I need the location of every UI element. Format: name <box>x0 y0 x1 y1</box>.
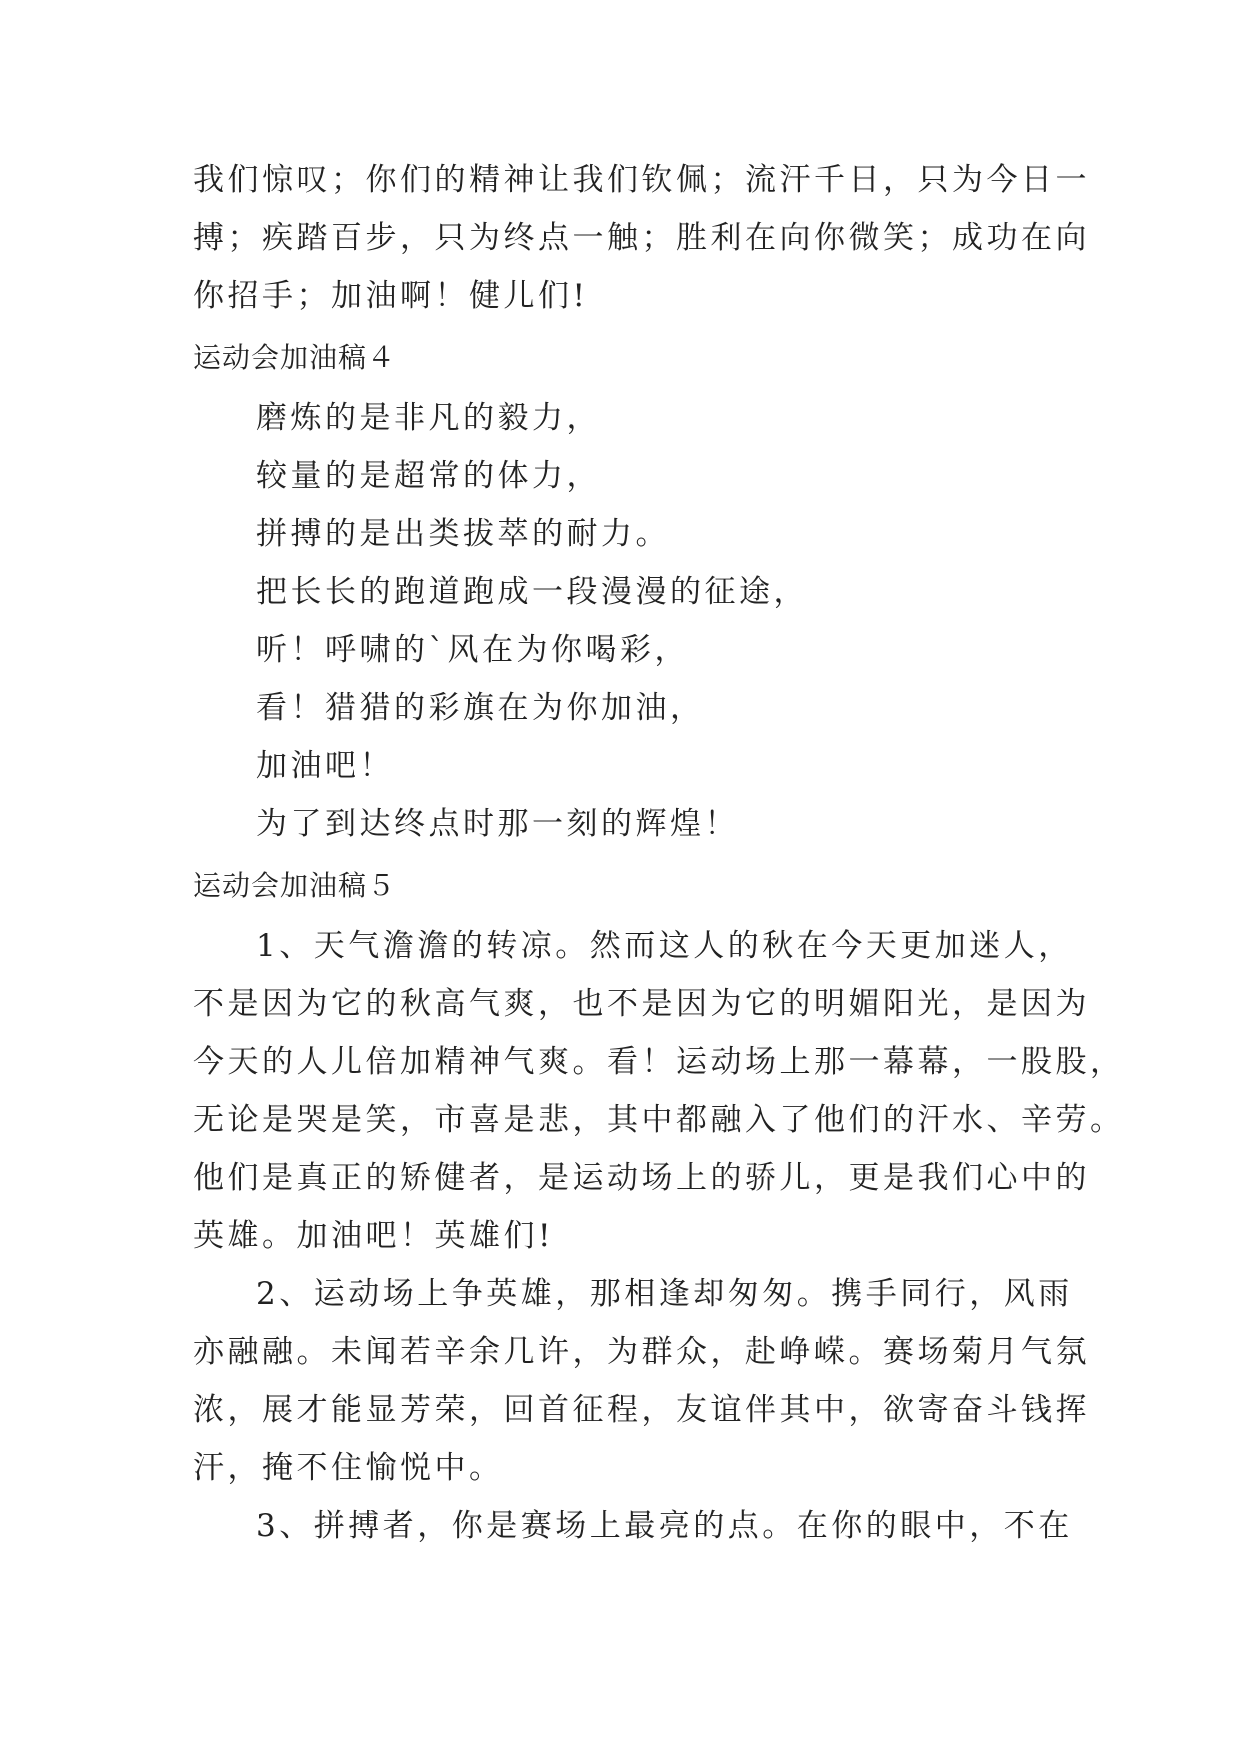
paragraph-line: 2、运动场上争英雄，那相逢却匆匆。携手同行，风雨 <box>256 1276 1073 1312</box>
paragraph-line: 他们是真正的矫健者，是运动场上的骄儿，更是我们心中的 <box>193 1160 1090 1196</box>
paragraph-line: 英雄。加油吧！英雄们! <box>193 1218 554 1254</box>
section-heading-5: 运动会加油稿５ <box>193 869 397 902</box>
poem-line: 拼搏的是出类拔萃的耐力。 <box>256 516 670 552</box>
paragraph-line: 亦融融。未闻若辛余几许，为群众，赴峥嵘。赛场菊月气氛 <box>193 1334 1090 1370</box>
paragraph-line: 不是因为它的秋高气爽，也不是因为它的明媚阳光，是因为 <box>193 986 1090 1022</box>
intro-line: 你招手；加油啊！健儿们! <box>193 278 589 314</box>
poem-line: 把长长的跑道跑成一段漫漫的征途， <box>256 574 808 610</box>
poem-line: 加油吧！ <box>256 748 394 784</box>
paragraph-line: 今天的人儿倍加精神气爽。看！运动场上那一幕幕，一股股， <box>193 1044 1125 1080</box>
poem-line: 看！猎猎的彩旗在为你加油， <box>256 690 705 726</box>
paragraph-line: 1、天气澹澹的转凉。然而这人的秋在今天更加迷人， <box>256 928 1073 964</box>
section-heading-4: 运动会加油稿４ <box>193 341 397 374</box>
poem-line: 为了到达终点时那一刻的辉煌！ <box>256 806 739 842</box>
poem-line: 较量的是超常的体力， <box>256 458 601 494</box>
paragraph-line: 汗，掩不住愉悦中。 <box>193 1450 504 1486</box>
intro-line: 我们惊叹；你们的精神让我们钦佩；流汗千日，只为今日一 <box>193 162 1090 198</box>
paragraph-line: 3、拼搏者，你是赛场上最亮的点。在你的眼中，不在 <box>256 1508 1073 1544</box>
poem-line: 听！呼啸的`风在为你喝彩， <box>256 632 689 668</box>
paragraph-line: 无论是哭是笑，市喜是悲，其中都融入了他们的汗水、辛劳。 <box>193 1102 1125 1138</box>
paragraph-line: 浓，展才能显芳荣，回首征程，友谊伴其中，欲寄奋斗钱挥 <box>193 1392 1090 1428</box>
intro-line: 搏；疾踏百步，只为终点一触；胜利在向你微笑；成功在向 <box>193 220 1090 256</box>
poem-line: 磨炼的是非凡的毅力， <box>256 400 601 436</box>
